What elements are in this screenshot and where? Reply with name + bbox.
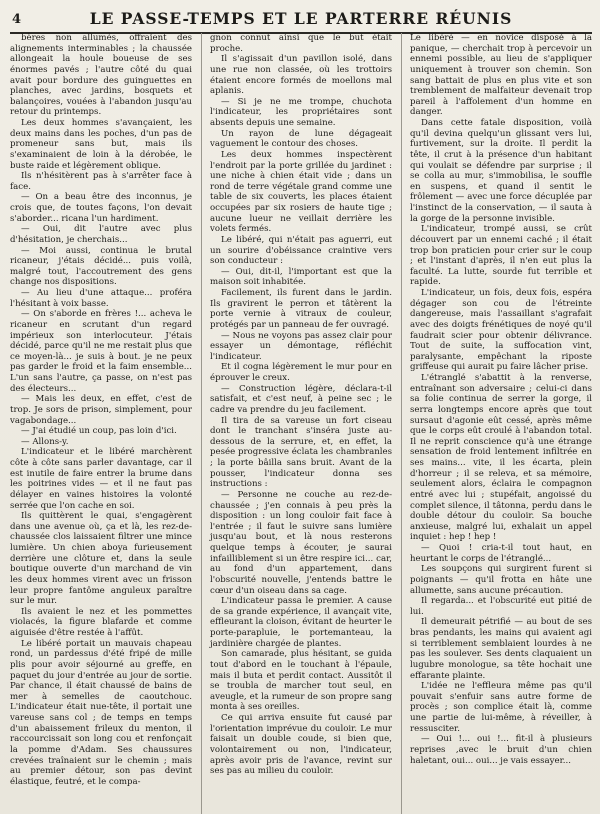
paragraph: Ce qui arriva ensuite fut causé par l'orientation imprévue du couloir. Le mur faisait un double coude, si bien que, volontairement ou non, l'indicateur, après avoir pris de l'avance, revint sur ses pas au milieu du couloir. xyxy=(210,713,392,777)
paragraph: — J'ai étudié un coup, pas loin d'ici. xyxy=(21,426,177,437)
page-header xyxy=(10,6,592,34)
paragraph: Il regarda... et l'obscurité eut pitié de lui. xyxy=(410,596,592,617)
paragraph: — Au lieu d'une attaque... proféra l'hésitant à voix basse. xyxy=(10,288,192,309)
column-2 xyxy=(201,33,392,814)
journal-title: LE PASSE-TEMPS ET LE PARTERRE RÉUNIS xyxy=(89,9,513,28)
paragraph: — Personne ne couche au rez-de-chaussée ; j'en connais à peu près la disposition : un long couloir fait face à l'entrée ; il faut le suivre sans lumière jusqu'au bout, et là nous resterons quelque temps à écouter, je saurai infailliblement si un être respire ici... car, au fond d'un appartement, dans l'obscurité nouvelle, j'entends battre le cœur d'un oiseau dans sa cage. xyxy=(210,489,392,596)
paragraph: Et il cogna légèrement le mur pour en éprouver le creux. xyxy=(210,362,392,383)
paragraph: Son camarade, plus hésitant, se guida tout d'abord en le touchant à l'épaule, mais il buta et perdit contact. Aussitôt il se troubla de marcher tout seul, en aveugle, et la rumeur de son propre sang monta à ses oreilles. xyxy=(210,649,392,713)
paragraph: L'indicateur, un fois, deux fois, espéra dégager son cou de l'étreinte dangereuse, mais l'assaillant s'agrafait avec des doigts frénétiques de noyé qu'il faudrait scier pour obtenir délivrance. Tout de suite, la suffocation vint, paralysante, empêchant la riposte griffeuse qui aurait pu faire lâcher prise. xyxy=(410,288,592,373)
paragraph: Il tira de sa vareuse un fort ciseau dont le tranchant s'inséra juste au-dessous de la serrure, et, en effet, la pesée progressive éclata les chambranles ; la porte bâilla sans bruit. Avant de la pousser, l'indicateur donna ses instructions : xyxy=(210,415,392,490)
paragraph: Ils avaient le nez et les pommettes violacés, la figure blafarde et comme aiguisée d'être restée à l'affût. xyxy=(10,606,192,638)
paragraph: — Oui, dit l'autre avec plus d'hésitation, je cherchais... xyxy=(10,224,192,245)
paragraph: — On a beau être des inconnus, je crois que, de toutes façons, l'on devait s'aborder... ricana l'un hardiment. xyxy=(10,192,192,224)
paragraph: Le libéré, qui n'était pas aguerri, eut un sourire d'obéissance craintive vers son conducteur : xyxy=(210,234,392,267)
paragraph: — Nous ne voyons pas assez clair pour essayer un démontage, réfléchit l'indicateur. xyxy=(210,330,392,362)
paragraph: Un rayon de lune dégageait vaguement le contour des choses. xyxy=(210,128,392,150)
paragraph: Le libéré portait un mauvais chapeau rond, un pardessus d'été fripé de mille plis pour avoir séjourné au greffe, en paquet du jour d'entrée au jour de sortie. Par chance, il était chaussé de bains de mer à semelles de caoutchouc. L'indicateur était nue-tête, il portait une vareuse sans col ; de temps en temps d'un abaissement frileux du menton, il raccourcissait son long cou et renfonçait la pomme d'Adam. Ses chaussures crevées traînaient sur le chemin ; mais au premier détour, son pas devint élastique, feutré, et le compa- xyxy=(10,638,192,787)
column-1 xyxy=(10,33,192,814)
paragraph: — Oui, dit-il, l'important est que la maison soit inhabitée. xyxy=(210,266,392,288)
paragraph: — Mais les deux, en effet, c'est de trop. Je sors de prison, simplement, pour vagabondage... xyxy=(10,394,192,426)
paragraph: bères non allumés, offraient des alignements interminables ; la chaussée allongeait la houle boueuse de ses énormes pavés ; l'autre côté du quai avait pour bordure des guinguettes en planches, avec jardins, bosquets et balançoires, vouées à l'abandon jusqu'au retour du printemps. xyxy=(10,33,192,118)
text-columns xyxy=(10,33,592,814)
paragraph: — Allons-y. xyxy=(21,436,69,447)
paragraph: Il demeurait pétrifié — au bout de ses bras pendants, les mains qui avaient agi si terriblement semblaient lourdes à ne pas les soulever. Ses dents claquaient un lugubre monologue, sa tête hochait une effarante plainte. xyxy=(410,617,592,681)
paragraph: L'indicateur et le libéré marchèrent côte à côte sans parler davantage, car il est inutile de faire entrer la brume dans les poitrines vides — et il ne faut pas délayer en vaines histoires la volonté serrée que l'on cache en soi. xyxy=(10,447,192,511)
paragraph: Le libéré — en novice disposé à la panique, — cherchait trop à percevoir un ennemi possible, au lieu de s'appliquer uniquement à trouver son chemin. Son sang battait de plus en plus vite et son tremblement de malfaiteur devenait trop pareil à l'affolement d'un homme en danger. xyxy=(410,33,592,118)
paragraph: Dans cette fatale disposition, voilà qu'il devina quelqu'un glissant vers lui, furtivement, sur la droite. Il perdit la tête, il crut à la présence d'un habitant qui voulait se défendre par surprise ; il se colla au mur, s'immobilisa, le souffle en suspens, et quand il sentit le frôlement — avec une force décuplée par l'instinct de la conservation, — il sauta à la gorge de la personne invisible. xyxy=(410,118,592,224)
paragraph: — Moi aussi, continua le brutal ricaneur, j'étais décidé... puis voilà, malgré tout, l'accoutrement des gens change nos dispositions. xyxy=(10,245,192,288)
paragraph: — On s'aborde en frères !... acheva le ricaneur en scrutant d'un regard impérieux son interlocuteur. J'étais décidé, parce qu'il ne me restait plus que ce moyen-là... je suis à bout. je ne peux pas garder le froid et la faim ensemble... L'un sans l'autre, ça passe, on n'est pas des électeurs... xyxy=(10,309,192,394)
paragraph: L'indicateur, trompé aussi, se crût découvert par un ennemi caché ; il était trop bon praticien pour crier sur le coup ; et l'instant d'après, il n'en eut plus la faculté. La lutte, sourde fut terrible et rapide. xyxy=(410,224,592,288)
page-number: 4 xyxy=(12,12,22,27)
paragraph: Il s'agissait d'un pavillon isolé, dans une rue non classée, où les trottoirs étaient encore formés de moellons mal aplanis. xyxy=(210,54,392,97)
paragraph: — Quoi ! cria-t-il tout haut, en heurtant le corps de l'étranglé... xyxy=(410,543,592,564)
paragraph: Facilement, ils furent dans le jardin. Ils gravirent le perron et tâtèrent la porte vernie à vitraux de couleur, protégés par un panneau de fer ouvragé. xyxy=(210,288,392,330)
paragraph: L'idée ne l'effleura même pas qu'il pouvait s'enfuir sans autre forme de procès ; son complice était là, comme une partie de lui-même, à réveiller, à ressusciter. xyxy=(410,681,592,734)
paragraph: Ils quittèrent le quai, s'engagèrent dans une avenue où, ça et là, les rez-de-chaussée clos laissaient filtrer une mince lumière. Un chien aboya furieusement derrière une clôture et, dans la seule boutique ouverte d'un marchand de vin les deux hommes virent avec un frisson leur propre fantôme anguleux paraître sur le mur. xyxy=(10,511,192,607)
paragraph: Les soupçons qui surgirent furent si poignants — qu'il frotta en hâte une allumette, sans aucune précaution. xyxy=(410,564,592,596)
paragraph: gnon connut ainsi que le but était proche. xyxy=(210,33,392,54)
paragraph: L'étranglé s'abattit à la renverse, entraînant son adversaire ; celui-ci dans sa folie continua de serrer la gorge, il serra longtemps encore après que tout sursaut d'agonie eût cessé, après même que le corps eût croulé à l'abandon total. Il ne reprit conscience qu'à une étrange sensation de froid lentement infiltrée en ses mains... vite, il les écarta, plein d'horreur ; il se releva, et sa mémoire, seulement alors, éclaira le compagnon entré avec lui ; stupéfait, angoissé du complet silence, il tâtonna, perdu dans le double détour du couloir. Sa bouche anxieuse, malgré lui, exhalait un appel inquiet : hep ! hep ! xyxy=(410,373,592,543)
paragraph: Ils n'hésitèrent pas à s'arrêter face à face. xyxy=(10,171,192,192)
paragraph: L'indicateur passa le premier. A cause de sa grande expérience, il avançait vite, effleurant la cloison, évitant de heurter le porte-parapluie, le portemanteau, la jardinière chargée de plantes. xyxy=(210,596,392,649)
paragraph: Les deux hommes inspectèrent l'endroit par la porte grillée du jardinet : une niche à chien était vide ; dans un rond de terre végétale grand comme une table de six couverts, les places étaient occupées par six rosiers de haute tige ; aucune lueur ne veillait derrière les volets fermés. xyxy=(210,149,392,235)
paragraph: — Construction légère, déclara-t-il satisfait, et c'est neuf, à peine sec ; le cadre va prendre du jeu facilement. xyxy=(210,383,392,415)
paragraph: Les deux hommes s'avançaient, les deux mains dans les poches, d'un pas de promeneur sans but, mais ils s'examinaient de loin à la dérobée, le buste raide et légèrement oblique. xyxy=(10,118,192,171)
paragraph: — Oui !... oui !... fit-il à plusieurs reprises ,avec le bruit d'un chien haletant, oui... oui... je vais essayer... xyxy=(410,734,592,766)
column-3 xyxy=(401,33,592,814)
paragraph: — Si je ne me trompe, chuchota l'indicateur, les propriétaires sont absents depuis une semaine. xyxy=(210,96,392,128)
